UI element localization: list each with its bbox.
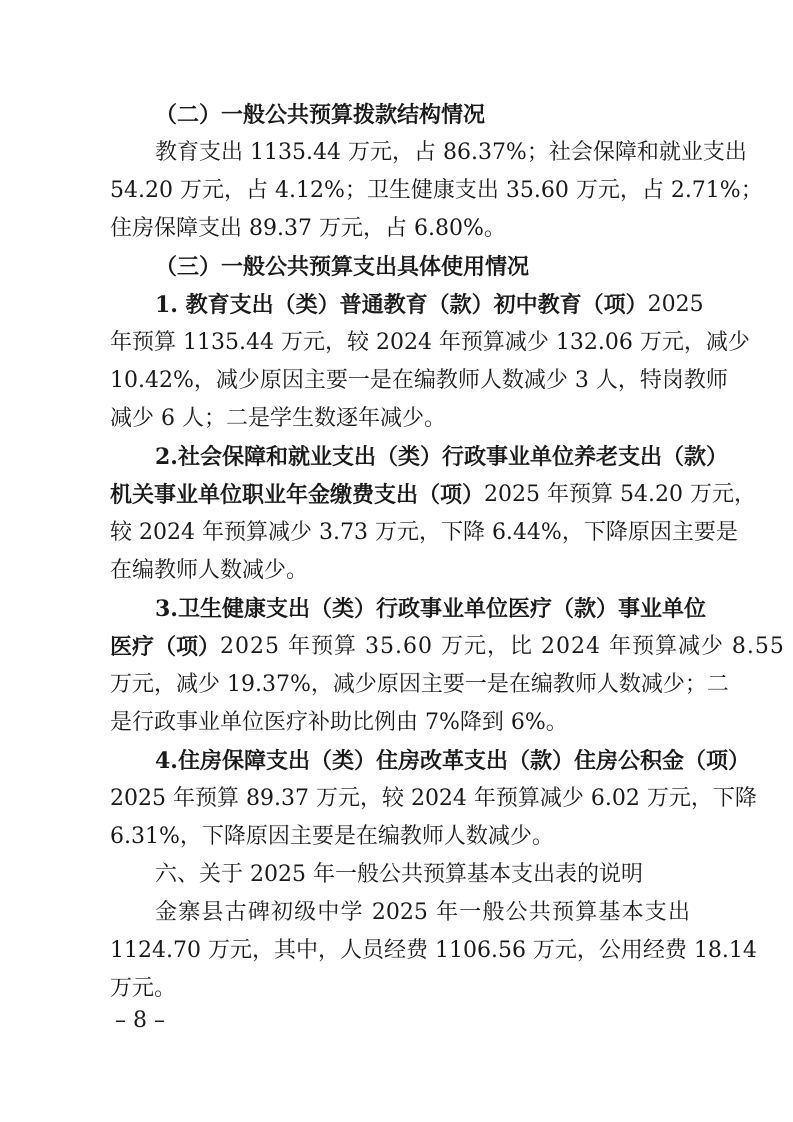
item3-title-line-1: 3.卫生健康支出（类）行政事业单位医疗（款）事业单位 xyxy=(155,596,706,622)
item3-budget: 2025 年预算 35.60 万元，比 2024 年预算减少 8.55 xyxy=(220,634,785,659)
item1-first-line xyxy=(155,290,704,320)
item1-title: 1. 教育支出（类）普通教育（款）初中教育（项） xyxy=(155,292,648,318)
section2-line-1: 教育支出 1135.44 万元，占 86.37%；社会保障和就业支出 xyxy=(155,140,747,165)
section3-heading: （三）一般公共预算支出具体使用情况 xyxy=(155,254,530,280)
item1-line-2: 年预算 1135.44 万元，较 2024 年预算减少 132.06 万元，减少 xyxy=(110,330,750,355)
item2-title-line-2-row xyxy=(110,480,756,510)
section2-line-2: 54.20 万元，占 4.12%；卫生健康支出 35.60 万元，占 2.71%； xyxy=(110,178,763,203)
item4-line-3: 6.31%，下降原因主要是在编教师人数减少。 xyxy=(110,824,554,849)
item4-title: 4.住房保障支出（类）住房改革支出（款）住房公积金（项） xyxy=(155,748,750,774)
item3-title-line-2: 医疗（项） xyxy=(110,634,221,660)
section6-line-3: 万元。 xyxy=(110,976,177,1001)
section6-heading: 六、关于 2025 年一般公共预算基本支出表的说明 xyxy=(155,862,643,887)
section2-line-3: 住房保障支出 89.37 万元，占 6.80%。 xyxy=(110,216,506,241)
section6-line-1: 金寨县古碑初级中学 2025 年一般公共预算基本支出 xyxy=(155,900,690,925)
item2-line-4: 在编教师人数减少。 xyxy=(110,558,309,583)
item4-line-2: 2025 年预算 89.37 万元，较 2024 年预算减少 6.02 万元，下降 xyxy=(110,786,757,811)
item1-year: 2025 xyxy=(647,292,704,317)
section2-heading: （二）一般公共预算拨款结构情况 xyxy=(155,102,486,128)
page-number: – 8 – xyxy=(115,1008,165,1033)
item1-line-4: 减少 6 人；二是学生数逐年减少。 xyxy=(110,406,446,431)
item3-title-line-2-row xyxy=(110,632,785,662)
item2-budget: 2025 年预算 54.20 万元， xyxy=(484,482,756,507)
item2-title-line-1: 2.社会保障和就业支出（类）行政事业单位养老支出（款） xyxy=(155,444,728,470)
item2-title-line-2: 机关事业单位职业年金缴费支出（项） xyxy=(110,482,485,508)
item1-line-3: 10.42%，减少原因主要一是在编教师人数减少 3 人，特岗教师 xyxy=(110,368,728,393)
item3-line-4: 是行政事业单位医疗补助比例由 7%降到 6%。 xyxy=(110,710,568,735)
item2-line-3: 较 2024 年预算减少 3.73 万元，下降 6.44%，下降原因主要是 xyxy=(110,520,738,545)
section6-line-2: 1124.70 万元，其中，人员经费 1106.56 万元，公用经费 18.14 xyxy=(110,938,757,963)
item3-line-3: 万元，减少 19.37%，减少原因主要一是在编教师人数减少；二 xyxy=(110,672,729,697)
